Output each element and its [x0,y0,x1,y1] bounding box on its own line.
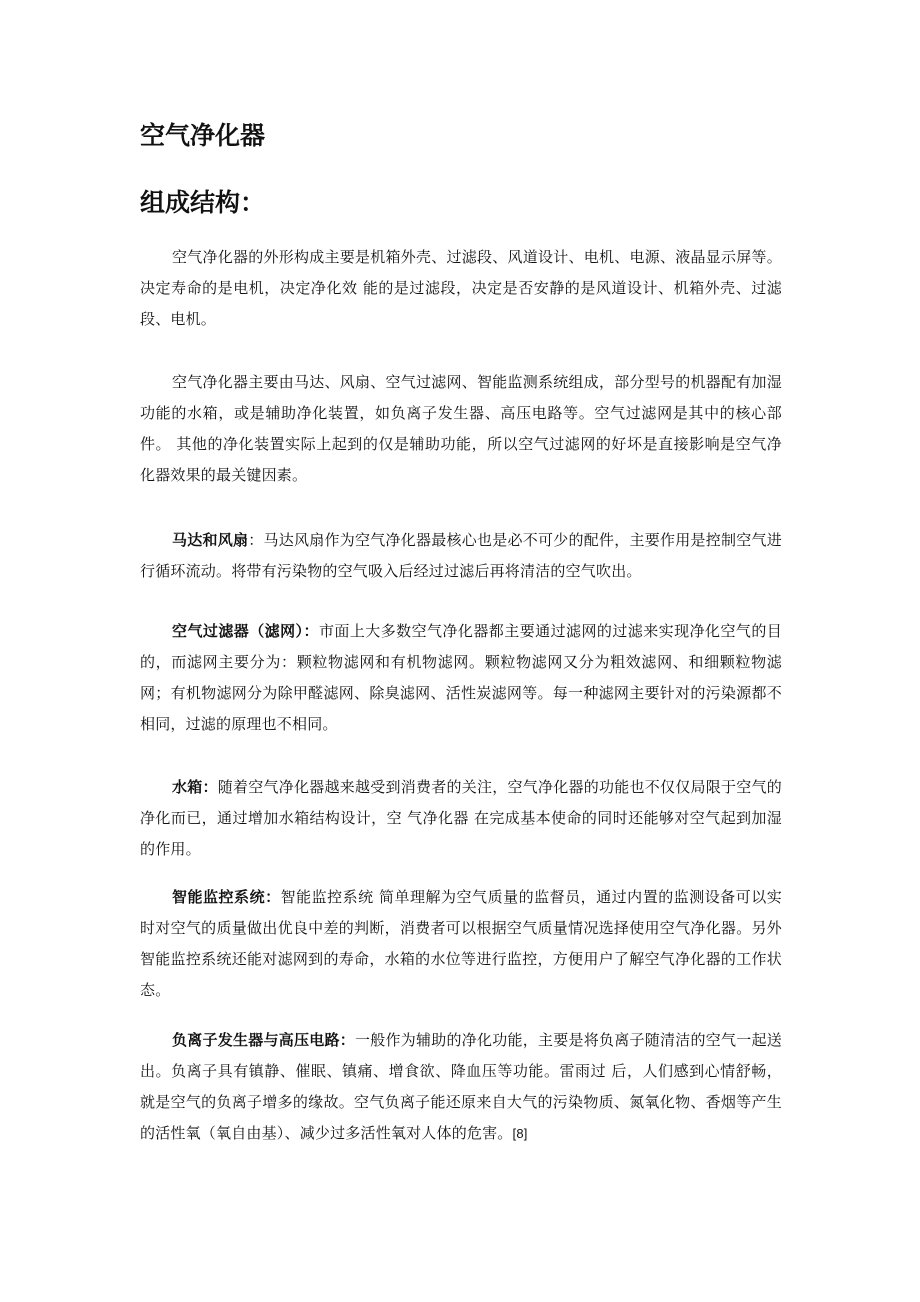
paragraph-text: ：马达风扇作为空气净化器最核心也是必不可少的配件，主要作用是控制空气进行循环流动。将带有污染物的空气吸入后经过过滤后再将清洁的空气吹出。 [140,531,782,580]
paragraph-main-components [140,367,782,491]
paragraph-text: 智能监控系统 简单理解为空气质量的监督员，通过内置的监测设备可以实时对空气的质量做出优良中差的判断，消费者可以根据空气质量情况选择使用空气净化器。另外智能监控系统还能对滤网到的寿命，水箱的水位等进行监控，方便用户了解空气净化器的工作状态。 [140,888,783,999]
page-title: 空气净化器 [140,121,266,150]
section-heading: 组成结构： [140,188,266,217]
citation-reference: [8] [512,1126,528,1141]
paragraph-exterior-structure [140,242,782,335]
paragraph-label: 水箱： [172,778,218,796]
paragraph-text: 随着空气净化器越来越受到消费者的关注，空气净化器的功能也不仅仅局限于空气的净化而已，通过增加水箱结构设计，空 气净化器 在完成基本使命的同时还能够对空气起到加湿的作用。 [140,778,783,858]
paragraph-label: 空气过滤器（滤网）： [172,622,319,640]
paragraph-text: 一般作为辅助的净化功能，主要是将负离子随清洁的空气一起送出。负离子具有镇静、催眠、镇痛、增食欲、降血压等功能。雷雨过 后，人们感到心情舒畅，就是空气的负离子增多的缘故。空气负离子能还原来自大气的污染物质、氮氧化物、香烟等产生的活性氧（氧自由基）、减少过多活性氧对人体的危害。 [140,1031,782,1142]
paragraph-smart-monitoring [140,882,782,1006]
paragraph-motor-fan [140,525,782,587]
paragraph-label: 负离子发生器与高压电路： [172,1031,356,1049]
paragraph-text: 市面上大多数空气净化器都主要通过滤网的过滤来实现净化空气的目的，而滤网主要分为：颗粒物滤网和有机物滤网。颗粒物滤网又分为粗效滤网、和细颗粒物滤网；有机物滤网分为除甲醛滤网、除臭滤网、活性炭滤网等。每一种滤网主要针对的污染源都不相同，过滤的原理也不相同。 [140,622,782,733]
paragraph-label: 马达和风扇 [172,531,249,549]
paragraph-label: 智能监控系统： [172,888,281,906]
paragraph-text: 空气净化器主要由马达、风扇、空气过滤网、智能监测系统组成，部分型号的机器配有加湿功能的水箱，或是辅助净化装置，如负离子发生器、高压电路等。空气过滤网是其中的核心部件。 其他的净化装置实际上起到的仅是辅助功能，所以空气过滤网的好坏是直接影响是空气净化器效果的最关键因素。 [140,373,782,484]
paragraph-air-filter [140,616,782,740]
paragraph-ion-generator [140,1025,782,1149]
paragraph-text: 空气净化器的外形构成主要是机箱外壳、过滤段、风道设计、电机、电源、液晶显示屏等。决定寿命的是电机，决定净化效 能的是过滤段，决定是否安静的是风道设计、机箱外壳、过滤段、电机。 [140,248,782,328]
paragraph-water-tank [140,772,782,865]
